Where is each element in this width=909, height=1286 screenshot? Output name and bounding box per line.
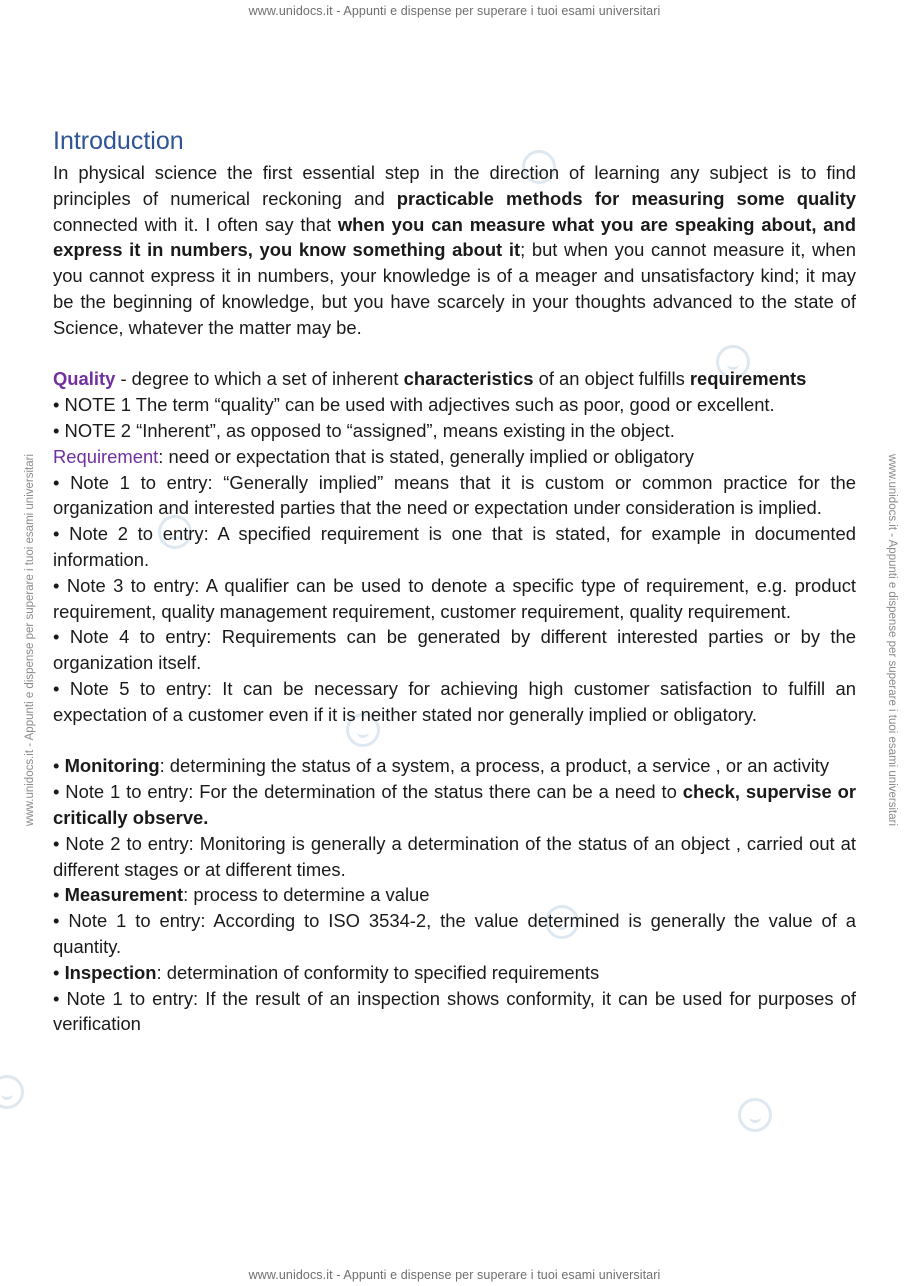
requirement-definition (53, 444, 856, 470)
requirement-term: Requirement (53, 445, 159, 467)
inspection-term: Inspection (64, 961, 157, 983)
watermark-top: www.unidocs.it - Appunti e dispense per superare i tuoi esami universitari (248, 4, 661, 18)
requirement-def: : need or expectation that is stated, generally implied or obligatory (158, 445, 694, 467)
page-title: Introduction (53, 127, 184, 155)
monitoring-note-1-text: • Note 1 to entry: For the determination of the status there can be a need to (53, 781, 683, 803)
monitoring-definition (53, 753, 856, 779)
monitoring-note-1 (53, 779, 856, 831)
quality-term: Quality (53, 368, 116, 390)
watermark-logo-icon (738, 1098, 772, 1132)
intro-paragraph (53, 160, 856, 341)
monitoring-term: Monitoring (64, 755, 160, 777)
intro-text-3: ; but when you cannot measure it, when you cannot express it in numbers, your knowledge is of a meager and unsatisfactory kind; it may be the beginning of knowledge, but you have scarcely in your thoughts advanced to the state of Science, whatever the matter may be. (53, 239, 856, 338)
bullet: • (53, 755, 65, 777)
spacer (53, 728, 856, 754)
monitoring-note-2: • Note 2 to entry: Monitoring is generally a determination of the status of an object , carried out at different stages or at different times. (53, 832, 856, 880)
quality-text-1: - degree to which a set of inherent (115, 368, 404, 390)
document-body (53, 124, 856, 1037)
measurement-def: : process to determine a value (183, 884, 430, 906)
measurement-note-1: • Note 1 to entry: According to ISO 3534-2, the value determined is generally the value of a quantity. (53, 910, 856, 957)
intro-text-2: connected with it. I often say that (53, 213, 338, 235)
quality-definition (53, 366, 856, 392)
bullet: • (53, 961, 65, 983)
requirement-note-5: • Note 5 to entry: It can be necessary for achieving high customer satisfaction to fulfill an expectation of a customer even if it is neither stated nor generally implied or obligatory. (53, 677, 856, 725)
watermark-right: www.unidocs.it - Appunti e dispense per superare i tuoi esami universitari (886, 453, 898, 827)
quality-bold-1: characteristics (403, 368, 534, 390)
requirement-note-1: • Note 1 to entry: “Generally implied” means that it is custom or common practice for the organization and interested parties that the need or expectation under consideration is implied. (53, 471, 856, 519)
intro-bold-2: when you can measure what you are speaking about, and express it in numbers, you know something about it (53, 213, 857, 261)
watermark-logo-icon (0, 1075, 24, 1109)
intro-text-1: In physical science the first essential step in the direction of learning any subject is to find principles of numerical reckoning and (53, 162, 856, 209)
quality-text-2: of an object fulfills (533, 368, 690, 390)
quality-bold-2: requirements (689, 368, 807, 390)
requirement-note-2: • Note 2 to entry: A specified requirement is one that is stated, for example in documented information. (53, 523, 856, 570)
inspection-note-1: • Note 1 to entry: If the result of an inspection shows conformity, it can be used for purposes of verification (53, 987, 856, 1035)
intro-bold-1: practicable methods for measuring some quality (396, 187, 856, 209)
bullet: • (53, 884, 65, 906)
measurement-definition (53, 882, 856, 908)
inspection-definition (53, 960, 856, 986)
spacer (53, 341, 856, 367)
watermark-left: www.unidocs.it - Appunti e dispense per superare i tuoi esami universitari (24, 453, 36, 827)
requirement-note-3: • Note 3 to entry: A qualifier can be used to denote a specific type of requirement, e.g. product requirement, quality management requirement, customer requirement, quality requirement. (53, 574, 856, 622)
requirement-note-4: • Note 4 to entry: Requirements can be generated by different interested parties or by the organization itself. (53, 626, 856, 674)
monitoring-note-1-bold: check, supervise or critically observe. (53, 781, 856, 828)
quality-note-1: • NOTE 1 The term “quality” can be used with adjectives such as poor, good or excellent. (53, 394, 775, 416)
watermark-bottom: www.unidocs.it - Appunti e dispense per superare i tuoi esami universitari (248, 1268, 661, 1282)
quality-note-2: • NOTE 2 “Inherent”, as opposed to “assigned”, means existing in the object. (53, 419, 675, 441)
inspection-def: : determination of conformity to specified requirements (156, 961, 600, 983)
monitoring-def: : determining the status of a system, a process, a product, a service , or an activity (159, 755, 830, 777)
measurement-term: Measurement (64, 884, 184, 906)
